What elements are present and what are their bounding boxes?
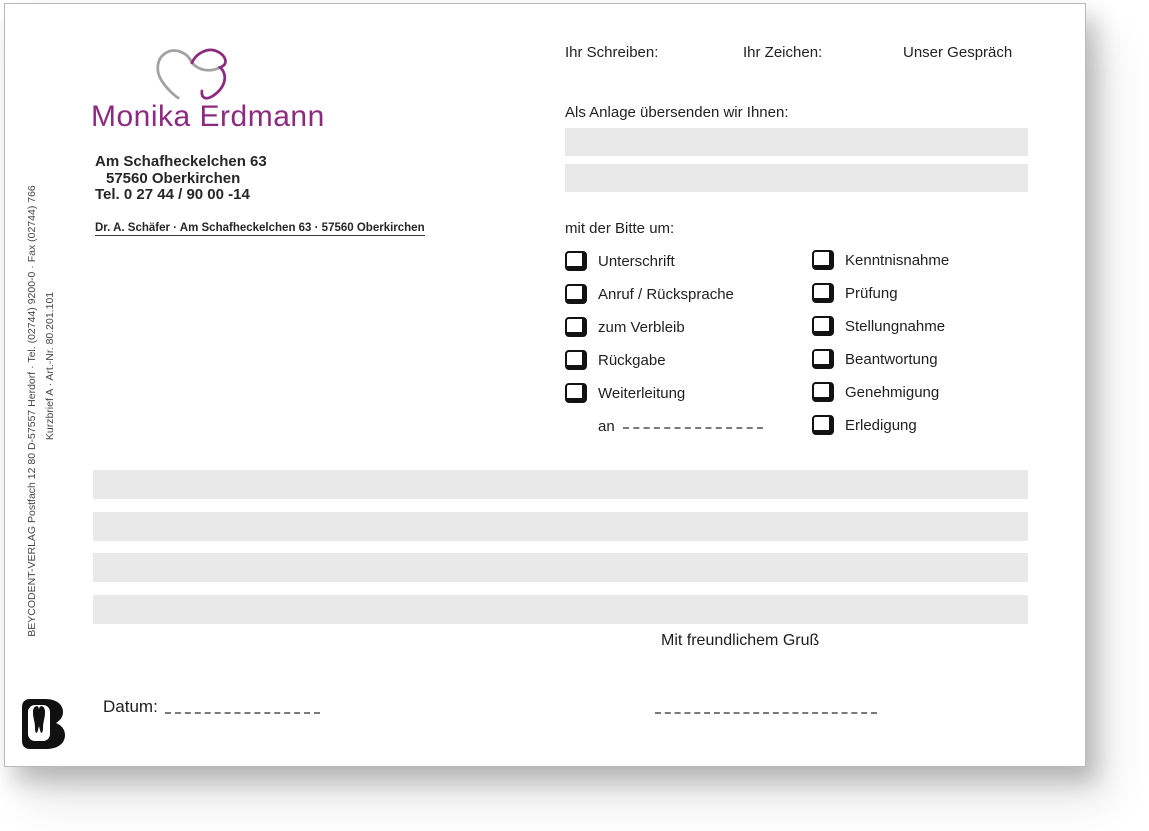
checkbox-stellungnahme[interactable] — [812, 316, 834, 336]
checkbox-genehmigung[interactable] — [812, 382, 834, 402]
label-ihr-schreiben: Ihr Schreiben: — [565, 44, 659, 61]
checkbox-label: Rückgabe — [598, 351, 666, 369]
tooth-logo-icon — [153, 46, 237, 104]
forward-to-write-line[interactable] — [623, 427, 763, 429]
enclosure-label: Als Anlage übersenden wir Ihnen: — [565, 104, 789, 121]
address-line-1: Am Schafheckelchen 63 — [95, 153, 267, 170]
practice-name: Monika Erdmann — [91, 100, 325, 133]
checkbox-zum-verbleib[interactable] — [565, 317, 587, 337]
checkbox-label: Unterschrift — [598, 252, 675, 270]
checkbox-unterschrift[interactable] — [565, 251, 587, 271]
sender-return-line: Dr. A. Schäfer · Am Schafheckelchen 63 · 57560 Oberkirchen — [95, 222, 425, 234]
body-write-line-4[interactable] — [93, 595, 1028, 624]
beycodent-logo-icon — [19, 697, 67, 751]
forward-to-row — [598, 415, 763, 437]
enclosure-write-line-2[interactable] — [565, 164, 1028, 192]
form-page — [4, 3, 1086, 767]
date-write-line[interactable] — [165, 712, 320, 714]
date-label: Datum: — [103, 697, 158, 716]
checkbox-label: Weiterleitung — [598, 384, 686, 402]
option-row — [565, 349, 666, 371]
sidebar-publisher-imprint: BEYCODENT-VERLAG Postfach 12 80 D-57557 Herdorf · Tel. (02744) 9200-0 · Fax (02744) 766 — [26, 185, 38, 637]
checkbox-pruefung[interactable] — [812, 283, 834, 303]
checkbox-erledigung[interactable] — [812, 415, 834, 435]
checkbox-label: Prüfung — [845, 284, 898, 302]
checkbox-label: Anruf / Rücksprache — [598, 285, 734, 303]
label-unser-gespraech: Unser Gespräch — [903, 44, 1013, 61]
checkbox-label: Beantwortung — [845, 350, 938, 368]
signature-write-line[interactable] — [655, 712, 877, 714]
option-row — [812, 315, 945, 337]
option-row — [565, 250, 675, 272]
option-row — [812, 249, 949, 271]
option-row — [565, 382, 685, 404]
checkbox-label: Genehmigung — [845, 383, 940, 401]
date-row — [103, 697, 320, 717]
checkbox-anruf-ruecksprache[interactable] — [565, 284, 587, 304]
option-row — [565, 316, 685, 338]
sidebar-article-number: Kurzbrief A · Art.-Nr. 80.201.101 — [44, 291, 56, 441]
body-write-line-3[interactable] — [93, 553, 1028, 582]
checkbox-label: Kenntnisnahme — [845, 251, 950, 269]
forward-to-label: an — [598, 417, 615, 435]
body-write-line-1[interactable] — [93, 470, 1028, 499]
option-row — [812, 282, 898, 304]
address-line-3: Tel. 0 27 44 / 90 00 -14 — [95, 186, 250, 203]
checkbox-rueckgabe[interactable] — [565, 350, 587, 370]
checkbox-label: zum Verbleib — [598, 318, 685, 336]
option-row — [812, 381, 939, 403]
address-block — [95, 154, 267, 204]
closing-greeting: Mit freundlichem Gruß — [661, 632, 820, 649]
checkbox-weiterleitung[interactable] — [565, 383, 587, 403]
enclosure-write-line-1[interactable] — [565, 128, 1028, 156]
address-line-2: 57560 Oberkirchen — [106, 169, 241, 187]
option-row — [812, 414, 917, 436]
request-label: mit der Bitte um: — [565, 220, 675, 237]
option-row — [565, 283, 734, 305]
label-ihr-zeichen: Ihr Zeichen: — [743, 44, 823, 61]
body-write-line-2[interactable] — [93, 512, 1028, 541]
checkbox-label: Erledigung — [845, 416, 917, 434]
checkbox-label: Stellungnahme — [845, 317, 946, 335]
checkbox-kenntnisnahme[interactable] — [812, 250, 834, 270]
option-row — [812, 348, 938, 370]
checkbox-beantwortung[interactable] — [812, 349, 834, 369]
